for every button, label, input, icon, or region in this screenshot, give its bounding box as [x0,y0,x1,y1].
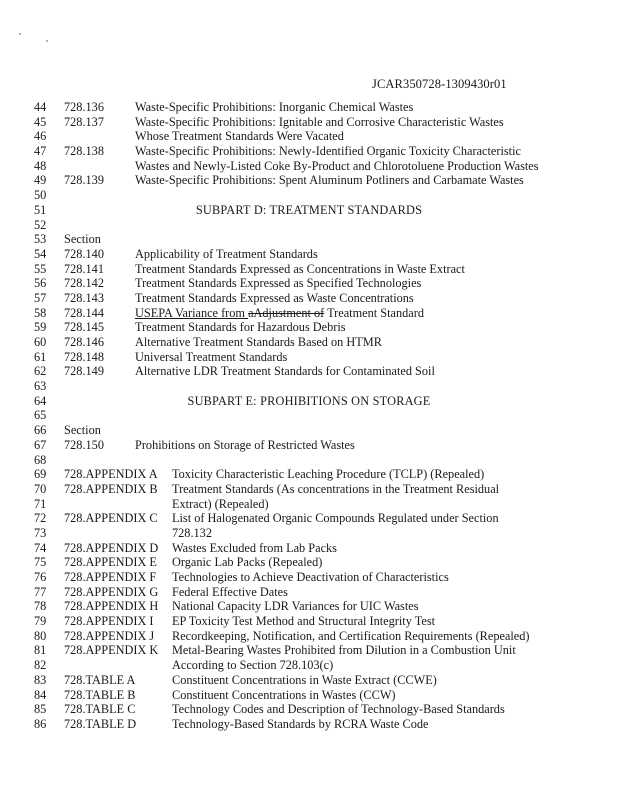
line-number: 79 [34,614,47,629]
appendix-title: Toxicity Characteristic Leaching Procedure (TCLP) (Repealed) [172,467,485,482]
section-number: 728.141 [64,261,104,276]
line-number: 56 [34,276,47,291]
document-line [0,511,618,526]
section-number: 728.143 [64,290,104,305]
document-line [0,232,618,247]
document-line [0,394,618,409]
document-line [0,218,618,233]
appendix-title: According to Section 728.103(c) [172,658,334,673]
line-number: 80 [34,628,47,643]
document-line [0,497,618,512]
line-number: 69 [34,467,47,482]
line-number: 62 [34,364,47,379]
subpart-heading: SUBPART D: TREATMENT STANDARDS [195,202,423,217]
document-line [0,247,618,262]
deleted-text: aAdjustment of [248,305,325,320]
document-line [0,555,618,570]
document-line [0,643,618,658]
document-line [0,717,618,732]
section-number: 728.APPENDIX D [64,540,159,555]
unchanged-text: Treatment Standard [324,305,424,320]
document-line [0,438,618,453]
line-number: 66 [34,423,47,438]
section-number: 728.APPENDIX E [64,555,157,570]
section-number: 728.APPENDIX J [64,628,155,643]
line-number: 55 [34,261,47,276]
line-number: 72 [34,511,47,526]
appendix-title: Extract) (Repealed) [172,496,269,511]
line-numbered-text [0,100,618,732]
line-number: 81 [34,643,47,658]
document-line [0,129,618,144]
appendix-title: Technology Codes and Description of Technology-Based Standards [172,702,505,717]
section-number: 728.APPENDIX H [64,599,159,614]
line-number: 63 [34,379,47,394]
section-number: 728.TABLE B [64,687,136,702]
section-number: 728.TABLE A [64,672,136,687]
line-number: 73 [34,525,47,540]
document-line [0,173,618,188]
section-number: 728.APPENDIX B [64,481,158,496]
section-title: Alternative Treatment Standards Based on HTMR [135,335,382,349]
section-title: Waste-Specific Prohibitions: Newly-Identified Organic Toxicity Characteristic [135,144,521,159]
scan-speck [46,40,48,42]
document-line [0,291,618,306]
line-number: 53 [34,232,47,247]
line-number: 57 [34,290,47,305]
document-line [0,453,618,468]
line-number: 44 [34,100,47,114]
line-number: 45 [34,114,47,129]
section-title: Whose Treatment Standards Were Vacated [135,129,344,144]
section-title: Universal Treatment Standards [135,349,288,364]
document-line [0,467,618,482]
section-number: 728.140 [64,246,104,261]
document-line [0,115,618,130]
line-number: 50 [34,188,47,203]
document-line [0,585,618,600]
section-title: Waste-Specific Prohibitions: Ignitable and Corrosive Characteristic Wastes [135,114,504,129]
section-title: Applicability of Treatment Standards [135,246,318,261]
document-line [0,541,618,556]
section-title: Treatment Standards for Hazardous Debris [135,320,346,335]
document-line [0,159,618,174]
document-line [0,306,618,321]
line-number: 46 [34,129,47,144]
document-line [0,350,618,365]
document-line [0,335,618,350]
appendix-title: Organic Lab Packs (Repealed) [172,555,323,570]
document-line [0,614,618,629]
document-line [0,262,618,277]
document-line [0,629,618,644]
line-number: 61 [34,349,47,364]
line-number: 78 [34,599,47,614]
section-number: 728.TABLE C [64,702,136,717]
line-number: 51 [34,202,47,217]
inserted-text: USEPA Variance from [135,305,249,320]
document-line [0,364,618,379]
section-title: Waste-Specific Prohibitions: Spent Aluminum Potliners and Carbamate Wastes [135,173,524,188]
line-number: 48 [34,158,47,173]
section-title: Alternative LDR Treatment Standards for Contaminated Soil [135,364,435,379]
section-number: 728.APPENDIX C [64,511,158,526]
appendix-title: Federal Effective Dates [172,584,288,599]
section-number: 728.149 [64,364,104,379]
document-line [0,688,618,703]
appendix-title: Technologies to Achieve Deactivation of Characteristics [172,570,449,584]
section-number: 728.145 [64,320,104,335]
section-number: 728.148 [64,349,104,364]
section-title: Treatment Standards Expressed as Waste Concentrations [135,290,414,305]
document-line [0,702,618,717]
line-number: 59 [34,320,47,335]
document-line [0,423,618,438]
document-line [0,526,618,541]
appendix-title: Recordkeeping, Notification, and Certification Requirements (Repealed) [172,628,530,643]
line-number: 68 [34,452,47,467]
document-line [0,144,618,159]
appendix-title: Treatment Standards (As concentrations in the Treatment Residual [172,481,500,496]
line-number: 52 [34,217,47,232]
line-number: 60 [34,335,47,349]
line-number: 65 [34,408,47,423]
section-title: Wastes and Newly-Listed Coke By-Product and Chlorotoluene Production Wastes [135,158,539,173]
document-line [0,188,618,203]
line-number: 86 [34,716,47,731]
line-number: 84 [34,687,47,702]
document-line [0,320,618,335]
document-line [0,658,618,673]
line-number: 75 [34,555,47,570]
section-number: Section [64,423,101,438]
section-number: 728.138 [64,144,104,159]
appendix-title: EP Toxicity Test Method and Structural Integrity Test [172,614,436,629]
line-number: 77 [34,584,47,599]
section-number: 728.APPENDIX F [64,570,157,584]
section-number: 728.150 [64,437,104,452]
document-line [0,100,618,115]
document-line [0,599,618,614]
document-line [0,570,618,585]
line-number: 85 [34,702,47,717]
section-number: 728.139 [64,173,104,188]
document-line [0,673,618,688]
line-number: 71 [34,496,47,511]
line-number: 58 [34,305,47,320]
document-line [0,482,618,497]
section-number: 728.TABLE D [64,716,137,731]
appendix-title: Constituent Concentrations in Wastes (CCW) [172,687,396,702]
section-number: 728.146 [64,335,104,349]
appendix-title: National Capacity LDR Variances for UIC Wastes [172,599,419,614]
scan-speck [19,33,21,35]
line-number: 83 [34,672,47,687]
line-number: 49 [34,173,47,188]
section-number: 728.APPENDIX A [64,467,158,482]
line-number: 76 [34,570,47,584]
document-line [0,203,618,218]
appendix-title: Constituent Concentrations in Waste Extract (CCWE) [172,672,437,687]
amended-section-title [135,306,424,321]
appendix-title: List of Halogenated Organic Compounds Regulated under Section [172,511,499,526]
section-title: Treatment Standards Expressed as Concentrations in Waste Extract [135,261,465,276]
line-number: 82 [34,658,47,673]
line-number: 70 [34,481,47,496]
line-number: 47 [34,144,47,159]
section-number: 728.137 [64,114,104,129]
appendix-title: 728.132 [172,525,212,540]
section-title: Prohibitions on Storage of Restricted Wastes [135,437,355,452]
section-number: 728.APPENDIX G [64,584,159,599]
section-number: 728.APPENDIX K [64,643,159,658]
document-id: JCAR350728-1309430r01 [372,77,507,91]
appendix-title: Metal-Bearing Wastes Prohibited from Dilution in a Combustion Unit [172,643,516,658]
section-title: Treatment Standards Expressed as Specified Technologies [135,276,422,291]
line-number: 54 [34,246,47,261]
section-title: Waste-Specific Prohibitions: Inorganic Chemical Wastes [135,100,414,114]
document-line [0,379,618,394]
section-number: 728.APPENDIX I [64,614,154,629]
section-number: Section [64,232,101,247]
subpart-heading: SUBPART E: PROHIBITIONS ON STORAGE [187,393,431,408]
appendix-title: Technology-Based Standards by RCRA Waste Code [172,716,429,731]
document-line [0,276,618,291]
line-number: 74 [34,540,47,555]
section-number: 728.136 [64,100,104,114]
document-line [0,408,618,423]
section-number: 728.142 [64,276,104,291]
line-number: 67 [34,437,47,452]
section-number: 728.144 [64,305,104,320]
appendix-title: Wastes Excluded from Lab Packs [172,540,337,555]
line-number: 64 [34,393,47,408]
